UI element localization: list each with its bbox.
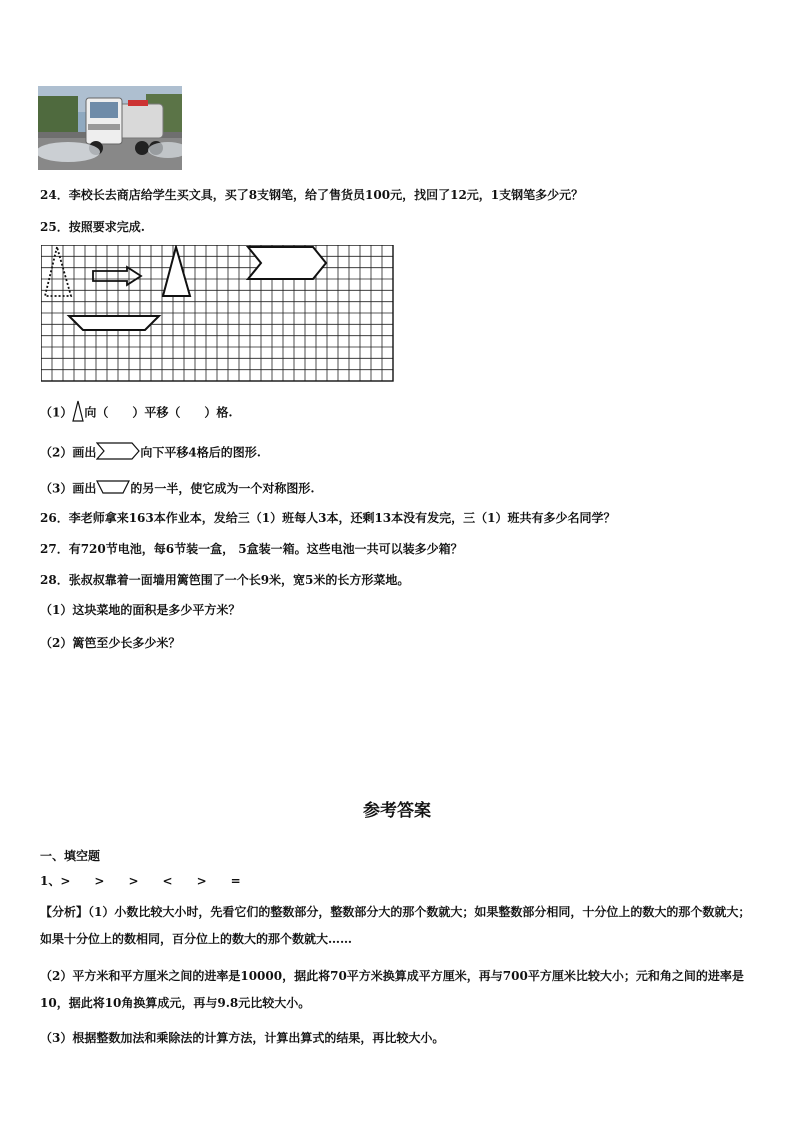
q25-2-text: 向下平移4格后的图形. [140, 445, 261, 460]
section-heading: 一、填空题 [40, 849, 101, 863]
question-25-3 [40, 479, 315, 499]
question-26: 26．李老师拿来163本作业本，发给三（1）班每人3本，还剩13本没有发完，三（1）班共有多少名同学？ [40, 511, 616, 525]
trapezoid-shape-icon [96, 479, 130, 499]
analysis-part-3: （3）根据整数加法和乘除法的计算方法，计算出算式的结果，再比较大小。 [40, 1031, 445, 1045]
q25-3-prefix: （3）画出 [40, 481, 97, 496]
question-25-1 [40, 400, 233, 426]
question-28: 28．张叔叔靠着一面墙用篱笆围了一个长9米，宽5米的长方形菜地。 [40, 573, 410, 587]
question-24: 24．李校长去商店给学生买文具，买了8支钢笔，给了售货员100元，找回了12元，1支钢笔多少元？ [40, 188, 584, 202]
answer-title: 参考答案 [363, 801, 431, 821]
question-28-2: （2）篱笆至少长多少米？ [40, 636, 181, 650]
analysis-part-2: （2）平方米和平方厘米之间的进率是10000，据此将70平方米换算成平方厘米，再与700平方厘米比较大小；元和角之间的进率是10，据此将10角换算成元，再与9.8元比较大小。 [40, 969, 744, 1010]
question-28-1: （1）这块菜地的面积是多少平方米？ [40, 603, 241, 617]
q25-1-text: 向（ ）平移（ ）格. [84, 405, 233, 420]
sprinkler-truck-photo [38, 86, 182, 170]
analysis-part-1: 【分析】（1）小数比较大小时，先看它们的整数部分，整数部分大的那个数就大；如果整数部分相同，十分位上的数大的那个数就大；如果十分位上的数相同，百分位上的数大的那个数就大…… [40, 905, 751, 946]
q25-2-prefix: （2）画出 [40, 445, 97, 460]
question-25-2 [40, 442, 261, 464]
question-25: 25．按照要求完成. [40, 220, 145, 234]
q25-3-text: 的另一半，使它成为一个对称图形. [130, 481, 315, 496]
q25-1-prefix: （1） [40, 405, 73, 420]
shape-grid [41, 245, 399, 387]
answer-1: 1、> > > < > = [40, 874, 241, 888]
question-27: 27．有720节电池，每6节装一盒， 5盒装一箱。这些电池一共可以装多少箱？ [40, 542, 463, 556]
chevron-shape-icon [96, 442, 140, 464]
small-triangle-icon [72, 400, 84, 426]
